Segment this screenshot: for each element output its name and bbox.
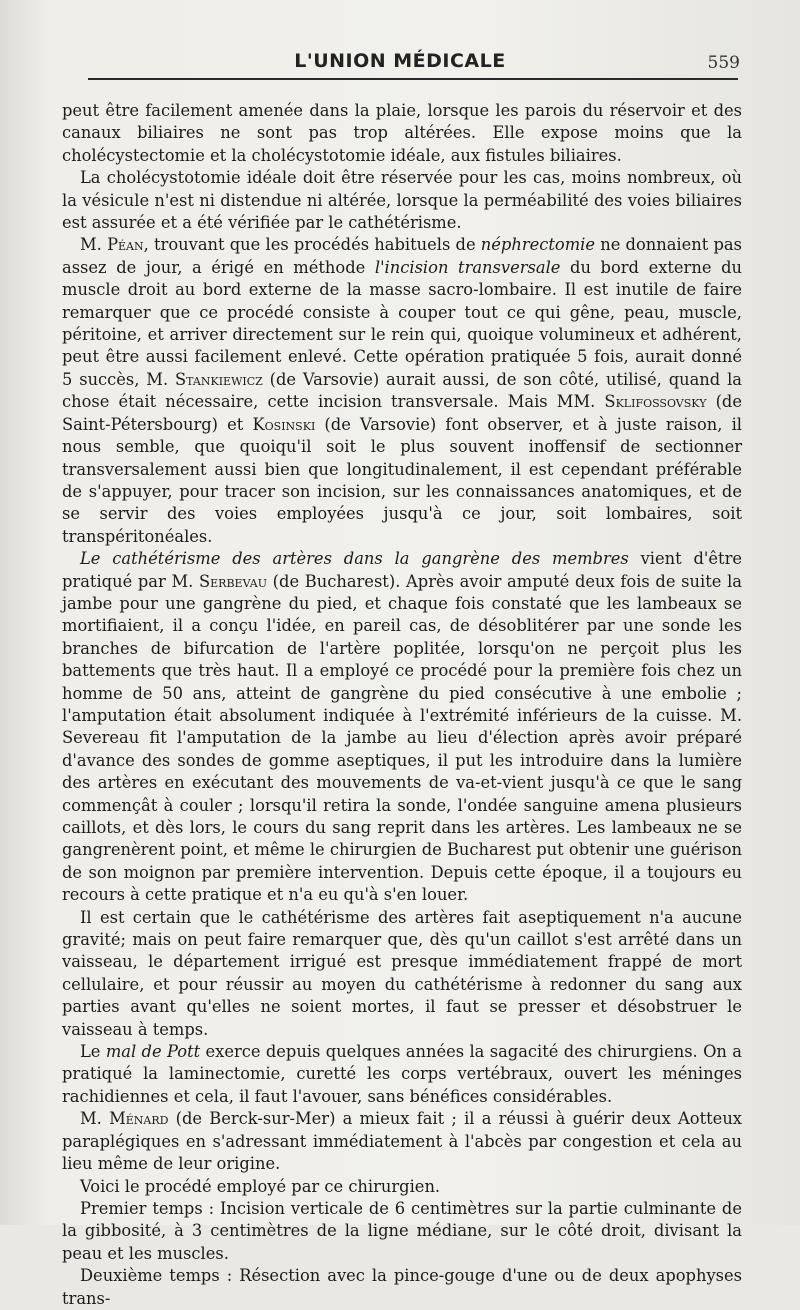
header-rule	[88, 78, 738, 80]
paragraph	[62, 1265, 742, 1310]
author-name: Péan	[107, 235, 144, 255]
text-span: ne donnaient pas assez de jour, a érigé en méthode	[62, 235, 742, 277]
author-name: Stankiewicz	[175, 369, 263, 389]
text-span: , trouvant que les procédés habituels de	[143, 235, 481, 255]
paragraph	[62, 1176, 742, 1198]
text-span: (de Varsovie) aurait aussi, de son côté, utilisé, quand la chose était nécessaire, cette incision transversale. Mais MM.	[62, 369, 742, 412]
paragraph	[62, 1198, 742, 1265]
italic-span: l'incision transversale	[374, 257, 561, 277]
author-name: Ménard	[109, 1109, 169, 1129]
text-span: La cholécystotomie idéale doit être réservée pour les cas, moins nombreux, où la vésicule n'est ni distendue ni altérée, lorsque la perméabilité des voies biliaires est assurée et a été vérifiée par le cathétérisme.	[62, 168, 742, 233]
italic-span: Le cathétérisme des artères dans la gangrène des membres	[80, 549, 629, 569]
italic-span: mal de Pott	[105, 1042, 201, 1062]
paragraph	[62, 167, 742, 234]
author-name: Kosinski	[252, 414, 316, 434]
author-name: Serbevau	[199, 571, 267, 591]
paragraph	[62, 234, 742, 548]
text-span: (de Bucharest). Après avoir amputé deux fois de suite la jambe pour une gangrène du pied, et chaque fois constaté que les lambeaux se mortifiaient, il a conçu l'idée, en pareil cas, de désoblitérer par une sonde les branches de bifurcation de l'artère poplitée, lorsqu'on ne perçoit plus les battements que très haut. Il a employé ce procédé pour la première fois chez un homme de 50 ans, atteint de gangrène du pied consécutive à une embolie ; l'amputation était absolument indiquée à l'extrémité inférieurs de la cuisse. M. Severeau fit l'amputation de la jambe au lieu d'élection après avoir préparé d'avance des sondes de gomme aseptiques, il put les introduire dans la lumière des artères en exécutant des mouvements de va-et-vient jusqu'à ce que le sang commençât à couler ; lorsqu'il retira la sonde, l'ondée sanguine amena plusieurs caillots, et dès lors, le cours du sang reprit dans les artères. Les lambeaux ne se gangrenèrent point, et même le chirurgien de Bucharest put obtenir une guérison de son moignon par première intervention. Depuis cette époque, il a toujours eu recours à cette pratique et n'a eu qu'à s'en louer.	[62, 571, 742, 905]
text-span: exerce depuis quelques années la sagacité des chirurgiens. On a pratiqué la laminectomie, curetté les corps vertébraux, ouvert les méninges rachidiennes et cela, il faut l'avouer, sans bénéfices considérables.	[62, 1042, 742, 1106]
text-span: (de Saint-Pétersbourg) et	[62, 392, 742, 434]
text-span: vient d'être pratiqué par M.	[62, 549, 742, 591]
text-span: M.	[80, 1109, 110, 1129]
text-span: (de Berck-sur-Mer) a mieux fait ; il a réussi à guérir deux Aotteux paraplégiques en s'adressant immédiatement à l'abcès par congestion et cela au lieu même de leur origine.	[62, 1109, 742, 1174]
text-span: (de Varsovie) font observer, et à juste raison, il nous semble, que quoiqu'il soit le plus souvent inoffensif de sectionner transversalement aussi bien que longitudinalement, il est cependant préférable de s'appuyer, pour tracer son incision, sur les connaissances anatomiques, et de se servir des voies employées jusqu'à ce jour, soit lombaires, soit transpéritonéales.	[62, 414, 742, 546]
text-span: M.	[80, 235, 108, 255]
paragraph	[62, 907, 742, 1041]
text-span: du bord externe du muscle droit au bord externe de la masse sacro-lombaire. Il est inutile de faire remarquer que ce procédé consiste à couper tout ce qui gêne, peau, muscle, péritoine, et arriver directement sur le rein qui, quoique volumineux et adhérent, peut être aussi facilement enlevé. Cette opération pratiquée 5 fois, aurait donné 5 succès, M.	[62, 257, 742, 389]
text-span: Deuxième temps : Résection avec la pince-gouge d'une ou de deux apophyses trans-	[62, 1266, 742, 1308]
page-number: 559	[707, 53, 740, 73]
author-name: Sklifossovsky	[604, 392, 707, 412]
paragraph	[62, 100, 742, 167]
article-body	[62, 100, 742, 1310]
italic-span: néphrectomie	[480, 235, 595, 255]
page-header	[0, 44, 800, 84]
paragraph	[62, 1041, 742, 1108]
text-span: Il est certain que le cathétérisme des artères fait aseptiquement n'a aucune gravité; mais on peut faire remarquer que, dès qu'un caillot s'est arrêté dans un vaisseau, le département irrigué est presque immédiatement frappé de mort cellulaire, et pour réussir au moyen du cathétérisme à redonner du sang aux parties avant qu'elles ne soient mortes, il faut se presser et désobstruer le vaisseau à temps.	[62, 907, 742, 1039]
paragraph	[62, 548, 742, 907]
paragraph	[62, 1108, 742, 1175]
running-title: L'UNION MÉDICALE	[294, 50, 506, 72]
text-span: Premier temps : Incision verticale de 6 centimètres sur la partie culminante de la gibbosité, à 3 centimètres de la ligne médiane, sur le côté droit, divisant la peau et les muscles.	[62, 1198, 742, 1263]
text-span: Le	[80, 1042, 106, 1062]
text-span: Voici le procédé employé par ce chirurgien.	[80, 1176, 441, 1196]
text-span: peut être facilement amenée dans la plaie, lorsque les parois du réservoir et des canaux biliaires ne sont pas trop altérées. Elle expose moins que la cholécystectomie et la cholécystotomie idéale, aux fistules biliaires.	[62, 101, 742, 165]
